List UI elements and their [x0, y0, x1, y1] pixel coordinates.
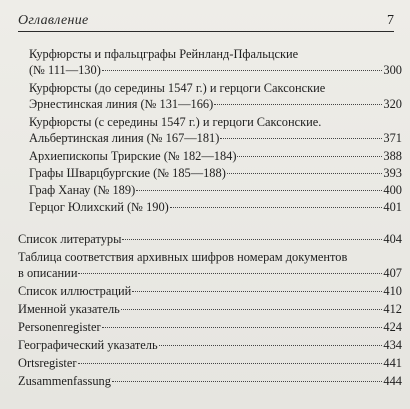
toc-page-number: 410: [383, 284, 402, 298]
toc-entry-zusammenfassung[interactable]: [18, 373, 402, 389]
leader-dots: [121, 309, 383, 310]
toc-page-number: 441: [383, 356, 402, 370]
toc-entry-line: Personenregister: [18, 320, 101, 334]
toc-entry-julich[interactable]: [29, 199, 402, 215]
toc-entry-trier[interactable]: [29, 148, 402, 164]
toc-entry-line: Альбертинская линия (№ 167—181): [29, 131, 220, 145]
toc-entry-name-index[interactable]: [18, 301, 402, 317]
leader-dots: [112, 381, 382, 382]
toc-entry-illustrations[interactable]: [18, 283, 402, 299]
running-header: [18, 13, 394, 33]
toc-page-number: 400: [383, 183, 402, 197]
toc-entry-line: Список литературы: [18, 232, 122, 246]
toc-entry-line: Таблица соответствия архивных шифров номерам документов: [18, 250, 348, 264]
toc-page-number: 401: [383, 200, 402, 214]
leader-dots: [102, 70, 383, 71]
header-title: Оглавление: [18, 13, 89, 28]
leader-dots: [78, 273, 382, 274]
toc-page-number: 404: [383, 232, 402, 246]
toc-entry-line: в описании: [18, 266, 78, 280]
toc-entry-line: Список иллюстраций: [18, 284, 132, 298]
leader-dots: [220, 138, 382, 139]
toc-entry-geo-index[interactable]: [18, 337, 402, 353]
toc-entry-schwarzburg[interactable]: [29, 165, 402, 181]
toc-page-number: 444: [383, 374, 402, 388]
leader-dots: [214, 104, 382, 105]
toc-entry-personenregister[interactable]: [18, 319, 402, 335]
toc-entry-ernestine[interactable]: [29, 80, 402, 112]
toc-entry-line: Курфюрсты (с середины 1547 г.) и герцоги Саксонские.: [29, 115, 322, 129]
leader-dots: [122, 239, 382, 240]
leader-dots: [102, 327, 383, 328]
toc-entry-hanau[interactable]: [29, 182, 402, 198]
leader-dots: [159, 345, 383, 346]
toc-entry-line: Курфюрсты (до середины 1547 г.) и герцоги Саксонские: [29, 81, 326, 95]
toc-entry-line: Герцог Юлихский (№ 190): [29, 200, 169, 214]
toc-entry-line: Именной указатель: [18, 302, 120, 316]
leader-dots: [227, 173, 383, 174]
toc-entry-line: Граф Ханау (№ 189): [29, 183, 136, 197]
toc-entry-line: Графы Шварцбургские (№ 185—188): [29, 166, 226, 180]
toc-entry-line: Курфюрсты и пфальцграфы Рейнланд-Пфальцские: [29, 47, 299, 61]
toc-entry-rheinland-pfalz[interactable]: [29, 46, 402, 78]
header-page-number: 7: [387, 13, 394, 28]
leader-dots: [237, 156, 382, 157]
toc-entry-line: Ortsregister: [18, 356, 77, 370]
toc-entry-ortsregister[interactable]: [18, 355, 402, 371]
toc-entry-line: (№ 111—130): [29, 63, 101, 77]
header-rule: [18, 31, 394, 32]
toc-entry-line: Эрнестинская линия (№ 131—166): [29, 97, 214, 111]
toc-page-number: 371: [383, 131, 402, 145]
toc-page-number: 388: [383, 149, 402, 163]
toc-entry-line: Географический указатель: [18, 338, 158, 352]
toc-page-number: 393: [383, 166, 402, 180]
toc-page-number: 320: [383, 97, 402, 111]
toc-page-number: 434: [383, 338, 402, 352]
leader-dots: [132, 291, 382, 292]
toc-entry-line: Архиепископы Трирские (№ 182—184): [29, 149, 237, 163]
toc-page-number: 300: [383, 63, 402, 77]
toc-entry-literature[interactable]: [18, 231, 402, 247]
leader-dots: [136, 190, 382, 191]
toc-page-number: 407: [383, 266, 402, 280]
toc-page-number: 412: [383, 302, 402, 316]
leader-dots: [78, 363, 383, 364]
toc-entry-line: Zusammenfassung: [18, 374, 111, 388]
toc-entry-albertine[interactable]: [29, 114, 402, 146]
leader-dots: [170, 207, 383, 208]
toc-page-number: 424: [383, 320, 402, 334]
toc-entry-archive-table[interactable]: [18, 249, 402, 281]
